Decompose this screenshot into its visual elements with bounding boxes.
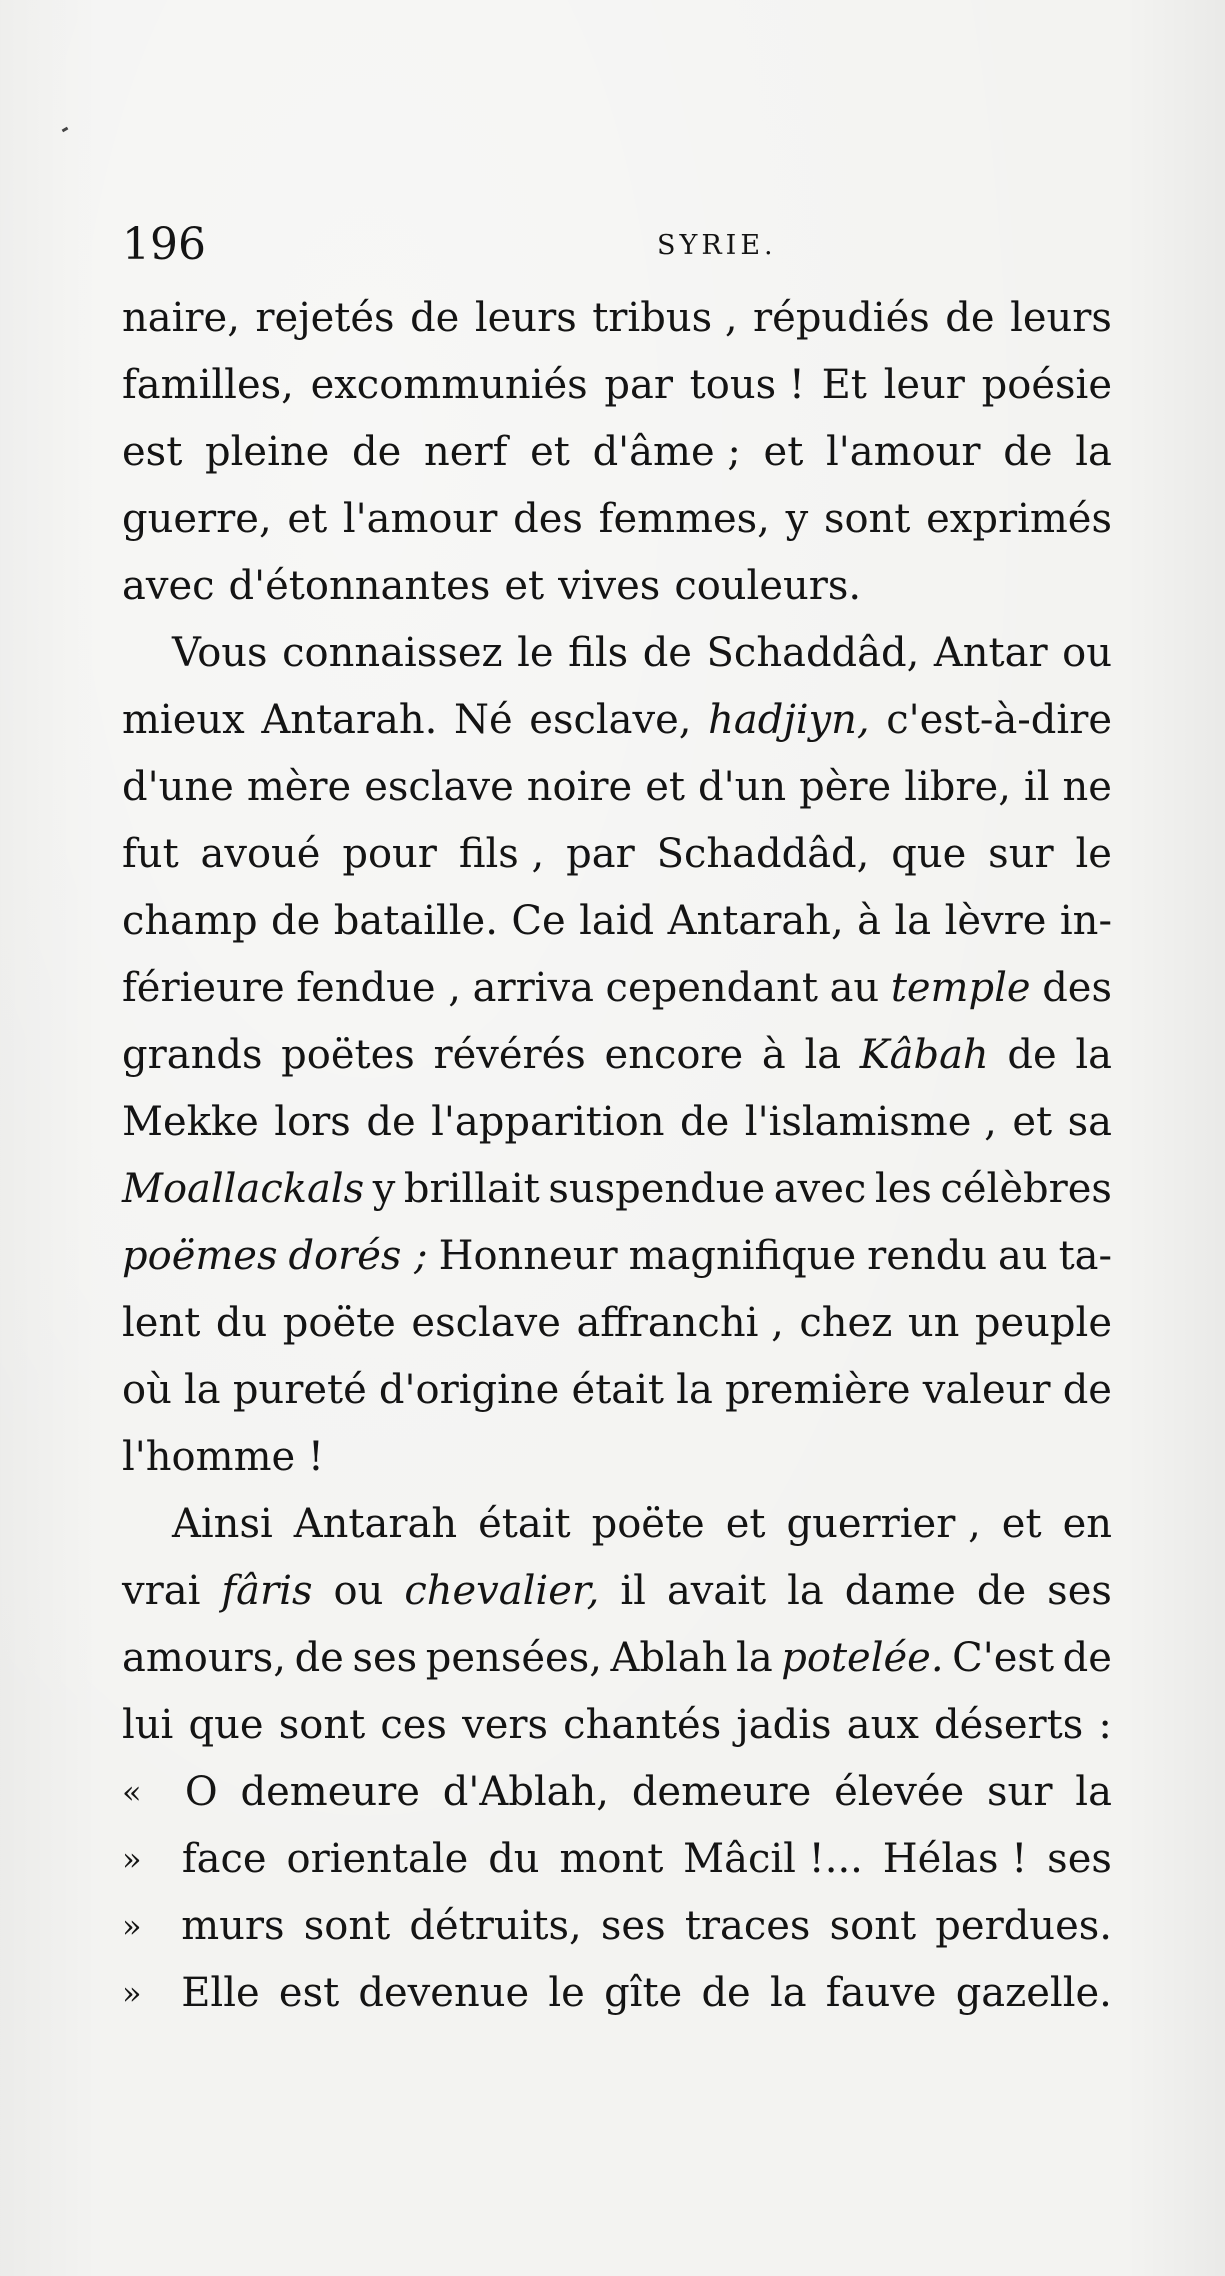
word: la [787, 1568, 824, 1614]
page-number: 196 [122, 219, 206, 270]
text-line [122, 1290, 1112, 1357]
word: vers [462, 1702, 549, 1748]
word: la [676, 1367, 713, 1413]
word: avec [773, 1166, 867, 1212]
word: où [122, 1367, 172, 1413]
word: fils [568, 630, 629, 676]
page-header [122, 220, 1112, 270]
word: excommuniés [310, 362, 588, 408]
word: la [1075, 1769, 1112, 1815]
word: de [410, 295, 460, 341]
word: Vous [172, 630, 268, 676]
word: murs [181, 1903, 285, 1949]
word: que [188, 1702, 264, 1748]
word: : [1098, 1702, 1112, 1748]
word: naire, [122, 295, 240, 341]
word: sur [988, 831, 1054, 877]
word: libre, [904, 764, 1011, 810]
word: magnifique [628, 1233, 857, 1279]
quote-mark: » [122, 1974, 142, 2012]
word: lors [274, 1099, 351, 1145]
word: jadis [736, 1702, 832, 1748]
word: des [513, 496, 583, 542]
word: avait [666, 1568, 767, 1614]
text-line [122, 620, 1112, 687]
word: rejetés [255, 295, 395, 341]
word: Honneur [438, 1233, 618, 1279]
word: affranchi , [576, 1300, 784, 1346]
word: sont [829, 1903, 917, 1949]
word: la [1075, 429, 1112, 475]
word: guerre, [122, 496, 272, 542]
word: gazelle. [955, 1970, 1112, 2016]
text-line [122, 1156, 1112, 1223]
word: fendue , [296, 965, 461, 1011]
word: la [769, 1970, 807, 2016]
word: d'un [697, 764, 787, 810]
word: leurs [474, 295, 577, 341]
word: nerf [424, 429, 508, 475]
word: sa [1067, 1099, 1112, 1145]
word: de [271, 898, 321, 944]
word: chez [799, 1300, 893, 1346]
text-line [122, 1424, 1112, 1491]
word: noire [526, 764, 633, 810]
word: l'homme ! [122, 1434, 324, 1480]
word: de [642, 630, 692, 676]
word: y [372, 1166, 396, 1212]
word: d'âme ; [592, 429, 741, 475]
word: mère [246, 764, 352, 810]
word: sont [823, 496, 911, 542]
word: laid [579, 898, 655, 944]
word: Moallackals [122, 1166, 365, 1212]
print-speck [62, 127, 69, 133]
word: au [998, 1233, 1048, 1279]
word: dame [844, 1568, 956, 1614]
word: Kâbah [859, 1032, 989, 1078]
word: grands [122, 1032, 263, 1078]
word: potelée. [781, 1635, 944, 1681]
text-line [122, 1357, 1112, 1424]
text-line [122, 1089, 1112, 1156]
word: de [1062, 1367, 1112, 1413]
word: d'étonnantes [228, 563, 491, 609]
word: poëtes [281, 1032, 415, 1078]
word: hadjiyn, [708, 697, 870, 743]
word: d'une [122, 764, 234, 810]
word: fut [122, 831, 179, 877]
body-text [122, 285, 1112, 2027]
word: il [620, 1568, 646, 1614]
word: demeure [631, 1769, 812, 1815]
word: d'origine [378, 1367, 560, 1413]
word: devenue [358, 1970, 530, 2016]
word: du [488, 1836, 540, 1882]
text-line [122, 1223, 1112, 1290]
word: Antarah. [261, 697, 438, 743]
word: chantés [563, 1702, 722, 1748]
word: première [724, 1367, 911, 1413]
word: de [352, 429, 402, 475]
word: mieux [122, 697, 245, 743]
text-line [122, 1692, 1112, 1759]
word: sont [278, 1702, 366, 1748]
word: perdues. [935, 1903, 1112, 1949]
word: l'amour [342, 496, 498, 542]
quote-mark: » [122, 1907, 142, 1945]
word: de [366, 1099, 416, 1145]
word: Antarah [293, 1501, 458, 1547]
word: Antarah, [667, 898, 844, 944]
word: Mâcil !... [683, 1836, 863, 1882]
word: le [1075, 831, 1112, 877]
word: que [891, 831, 967, 877]
word: in- [1059, 898, 1112, 944]
word: ses [1047, 1836, 1112, 1882]
word: ne [1062, 764, 1112, 810]
word: fils , [458, 831, 545, 877]
text-line [122, 821, 1112, 888]
word: sur [987, 1769, 1053, 1815]
word: l'apparition [431, 1099, 665, 1145]
word: chevalier, [404, 1568, 600, 1614]
text-line [122, 1960, 1112, 2027]
word: ou [1062, 630, 1112, 676]
text-line [122, 1558, 1112, 1625]
word: et [645, 764, 685, 810]
word: en [1062, 1501, 1112, 1547]
word: au [829, 965, 880, 1011]
word: leurs [1010, 295, 1112, 341]
word: avec [122, 563, 215, 609]
word: et [1001, 1501, 1042, 1547]
word: esclave, [529, 697, 692, 743]
word: Mekke [122, 1099, 259, 1145]
quote-mark: » [122, 1840, 142, 1878]
word: de [1007, 1032, 1057, 1078]
word: le [548, 1970, 585, 2016]
word: poésie [981, 362, 1112, 408]
word: férieure [122, 965, 285, 1011]
word: et [725, 1501, 766, 1547]
word: esclave [411, 1300, 561, 1346]
word: est [278, 1970, 340, 2016]
word: mont [559, 1836, 664, 1882]
text-line [122, 352, 1112, 419]
word: pensées, [425, 1635, 602, 1681]
word: demeure [240, 1769, 420, 1815]
word: vrai [122, 1568, 201, 1614]
word: peuple [974, 1300, 1112, 1346]
word: du [215, 1300, 268, 1346]
word: esclave [364, 764, 514, 810]
word: est [122, 429, 183, 475]
text-line [122, 687, 1112, 754]
word: suspendue [548, 1166, 766, 1212]
word: valeur [922, 1367, 1051, 1413]
word: ces [380, 1702, 447, 1748]
word: guerrier , [786, 1501, 981, 1547]
word: Ainsi [172, 1501, 273, 1547]
word: de [679, 1099, 730, 1145]
word: dorés ; [288, 1233, 428, 1279]
text-line [122, 1893, 1112, 1960]
word: ses [600, 1903, 666, 1949]
word: révérés [433, 1032, 586, 1078]
word: Ce [511, 898, 566, 944]
word: les [874, 1166, 932, 1212]
text-line [122, 553, 1112, 620]
word: il [1023, 764, 1050, 810]
word: temple [890, 965, 1031, 1011]
word: répudiés [753, 295, 930, 341]
word: gîte [604, 1970, 683, 2016]
text-line [122, 285, 1112, 352]
word: sont [303, 1903, 391, 1949]
word: ses [1047, 1568, 1112, 1614]
word: orientale [286, 1836, 469, 1882]
word: ou [333, 1568, 384, 1614]
word: familles, [122, 362, 294, 408]
word: et [287, 496, 328, 542]
text-line [122, 955, 1112, 1022]
word: la [736, 1635, 773, 1681]
word: déserts [934, 1702, 1084, 1748]
word: la [184, 1367, 221, 1413]
word: C'est [952, 1635, 1055, 1681]
word: l'amour [826, 429, 981, 475]
word: champ [122, 898, 258, 944]
word: avoué [200, 831, 321, 877]
word: rendu [867, 1233, 988, 1279]
word: vives [558, 563, 661, 609]
quote-mark: « [122, 1773, 142, 1811]
word: de [1062, 1635, 1112, 1681]
word: face [181, 1836, 267, 1882]
word: arriva [472, 965, 594, 1011]
word: et [1012, 1099, 1053, 1145]
text-line [122, 754, 1112, 821]
word: de [1003, 429, 1053, 475]
word: pleine [205, 429, 330, 475]
word: pour [342, 831, 437, 877]
word: un [907, 1300, 960, 1346]
text-line [122, 486, 1112, 553]
text-line [122, 419, 1112, 486]
text-line [122, 1826, 1112, 1893]
word: O [184, 1769, 218, 1815]
word: lèvre [944, 898, 1047, 944]
word: des [1042, 965, 1112, 1011]
word: de [294, 1635, 344, 1681]
word: était [478, 1501, 571, 1547]
word: Né [453, 697, 513, 743]
word: la [1075, 1032, 1112, 1078]
word: poëte [591, 1501, 705, 1547]
text-line [122, 1759, 1112, 1826]
text-line [122, 1625, 1112, 1692]
text-line [122, 1491, 1112, 1558]
word: Ablah [610, 1635, 728, 1681]
word: à [857, 898, 881, 944]
word: poëte [282, 1300, 396, 1346]
word: c'est-à-dire [886, 697, 1112, 743]
word: amours, [122, 1635, 286, 1681]
word: brillait [403, 1166, 540, 1212]
word: par [604, 362, 673, 408]
word: couleurs. [674, 563, 862, 609]
word: fauve [825, 1970, 937, 2016]
word: le [517, 630, 554, 676]
word: Schaddâd, [656, 831, 870, 877]
word: célèbres [940, 1166, 1112, 1212]
word: connaissez [282, 630, 503, 676]
word: de [701, 1970, 751, 2016]
word: père [799, 764, 892, 810]
word: aux [846, 1702, 919, 1748]
text-line [122, 1022, 1112, 1089]
word: et [763, 429, 804, 475]
word: et [504, 563, 545, 609]
word: la [894, 898, 932, 944]
running-head: SYRIE. [657, 230, 777, 261]
word: et [530, 429, 570, 475]
word: Schaddâd, [706, 630, 920, 676]
word: lent [122, 1300, 201, 1346]
word: par [566, 831, 635, 877]
word: à [761, 1032, 786, 1078]
word: encore [604, 1032, 744, 1078]
word: cependant [605, 965, 818, 1011]
word: tribus , [592, 295, 738, 341]
word: de [945, 295, 995, 341]
word: ses [352, 1635, 418, 1681]
word: lui [122, 1702, 174, 1748]
word: Antar [933, 630, 1048, 676]
word: l'islamisme , [744, 1099, 997, 1145]
word: Elle [181, 1970, 260, 2016]
word: la [804, 1032, 842, 1078]
word: de [976, 1568, 1027, 1614]
word: était [571, 1367, 664, 1413]
text-line [122, 888, 1112, 955]
word: tous ! [689, 362, 805, 408]
word: d'Ablah, [442, 1769, 609, 1815]
word: leur [883, 362, 965, 408]
word: détruits, [409, 1903, 582, 1949]
word: élevée [834, 1769, 965, 1815]
word: exprimés [926, 496, 1112, 542]
word: fâris [221, 1568, 313, 1614]
word: Et [821, 362, 867, 408]
word: ta- [1058, 1233, 1112, 1279]
word: bataille. [333, 898, 498, 944]
word: femmes, [598, 496, 770, 542]
word: traces [684, 1903, 811, 1949]
word: Hélas ! [882, 1836, 1028, 1882]
word: pureté [232, 1367, 367, 1413]
word: y [785, 496, 809, 542]
word: poëmes [122, 1233, 278, 1279]
